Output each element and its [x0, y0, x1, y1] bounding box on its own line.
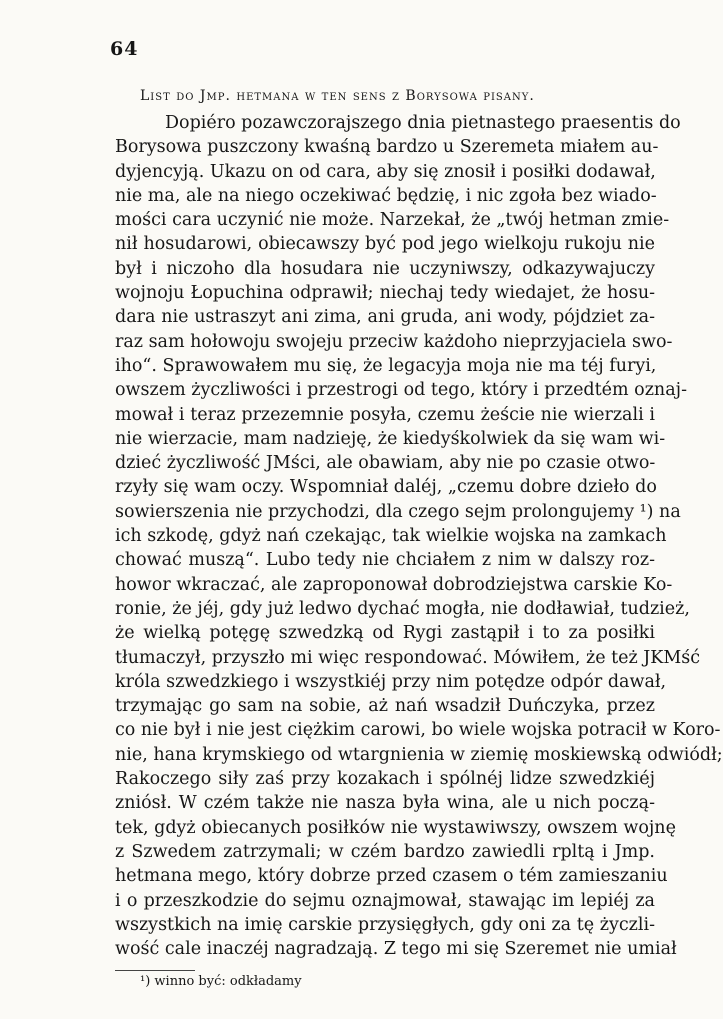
text-line: i o przeszkodzie do sejmu oznajmował, stawając im lepiéj za: [115, 890, 655, 911]
text-line: Rakoczego siły zaś przy kozakach i spólnéj lidze szwedzkiéj: [115, 769, 655, 790]
text-line: raz sam hołowoju swojeju przeciw każdoho nieprzyjaciela swo-: [115, 331, 673, 352]
letter-heading: List do Jmp. hetmana w ten sens z Borysowa pisany.: [140, 88, 535, 104]
text-line: co nie był i nie jest ciężkim carowi, bo wiele wojska potracił w Koro-: [115, 720, 721, 741]
text-line: wość cale inaczéj nagradzają. Z tego mi się Szeremet nie umiał: [115, 939, 677, 960]
footnote: ¹) winno być: odkładamy: [140, 974, 302, 989]
text-line: owszem życzliwości i przestrogi od tego, który i przedtém oznaj-: [115, 380, 687, 401]
text-line: że wielką potęgę szwedzką od Rygi zastąpił i to za posiłki: [115, 623, 655, 644]
text-line: wojnoju Łopuchina odprawił; niechaj tedy wiedajet, że hosu-: [115, 283, 655, 304]
text-line: dara nie ustraszyt ani zima, ani gruda, ani wody, pójdziet za-: [115, 307, 655, 328]
text-line: był i niczoho dla hosudara nie uczyniwszy, odkazywajuczy: [115, 258, 655, 279]
text-line: mości cara uczynić nie może. Narzekał, że „twój hetman zmie-: [115, 210, 670, 231]
text-line: dyjencyją. Ukazu on od cara, aby się znosił i posiłki dodawał,: [115, 161, 656, 182]
text-line: sowierszenia nie przychodzi, dla czego sejm prolongujemy ¹) na: [115, 501, 681, 522]
text-line: zniósł. W czém także nie nasza była wina, ale u nich począ-: [115, 793, 655, 814]
text-line: króla szwedzkiego i wszystkiéj przy nim potędze odpór dawał,: [115, 671, 667, 692]
text-line: ronie, że jéj, gdy już ledwo dychać mogła, nie dodławiał, tudzież,: [115, 598, 690, 619]
text-line: Borysowa puszczony kwaśną bardzo u Szeremeta miałem au-: [115, 137, 659, 158]
text-line: nie wierzacie, mam nadzieję, że kiedyśkolwiek da się wam wi-: [115, 428, 666, 449]
text-line: tek, gdyż obiecanych posiłków nie wystawiwszy, owszem wojnę: [115, 817, 676, 838]
text-line: howor wkraczać, ale zaproponował dobrodziejstwa carskie Ko-: [115, 574, 673, 595]
text-line: tłumaczył, przyszło mi więc respondować. Mówiłem, że też JKMść: [115, 647, 701, 668]
text-line: wszystkich na imię carskie przysięgłych, gdy oni za tę życzli-: [115, 914, 655, 935]
text-line: mował i teraz przezemnie posyła, czemu żeście nie wierzali i: [115, 404, 655, 425]
page-number: 64: [110, 38, 139, 60]
text-line: ich szkodę, gdyż nań czekając, tak wielkie wojska na zamkach: [115, 526, 667, 547]
text-line: iho“. Sprawowałem mu się, że legacyja moja nie ma téj furyi,: [115, 355, 657, 376]
text-line: nie ma, ale na niego oczekiwać będzię, i nic zgoła bez wiado-: [115, 185, 657, 206]
text-line: nie, hana krymskiego od wtargnienia w ziemię moskiewską odwiódł;: [115, 744, 723, 765]
text-line: chować muszą“. Lubo tedy nie chciałem z nim w dalszy roz-: [115, 550, 655, 571]
text-line: Dopiéro pozawczorajszego dnia pietnastego praesentis do: [165, 113, 681, 133]
body-text: [115, 111, 723, 961]
text-line: trzymając go sam na sobie, aż nań wsadził Duńczyka, przez: [115, 696, 655, 717]
text-line: hetmana mego, który dobrze przed czasem o tém zamieszaniu: [115, 866, 668, 887]
text-line: nił hosudarowi, obiecawszy być pod jego wielkoju rukoju nie: [115, 234, 655, 255]
text-line: z Szwedem zatrzymali; w czém bardzo zawiedli rpltą i Jmp.: [115, 841, 655, 862]
text-line: dzieć życzliwość JMści, ale obawiam, aby nie po czasie otwo-: [115, 453, 656, 474]
text-line: rzyły się wam oczy. Wspomniał daléj, „czemu dobre dzieło do: [115, 477, 657, 498]
